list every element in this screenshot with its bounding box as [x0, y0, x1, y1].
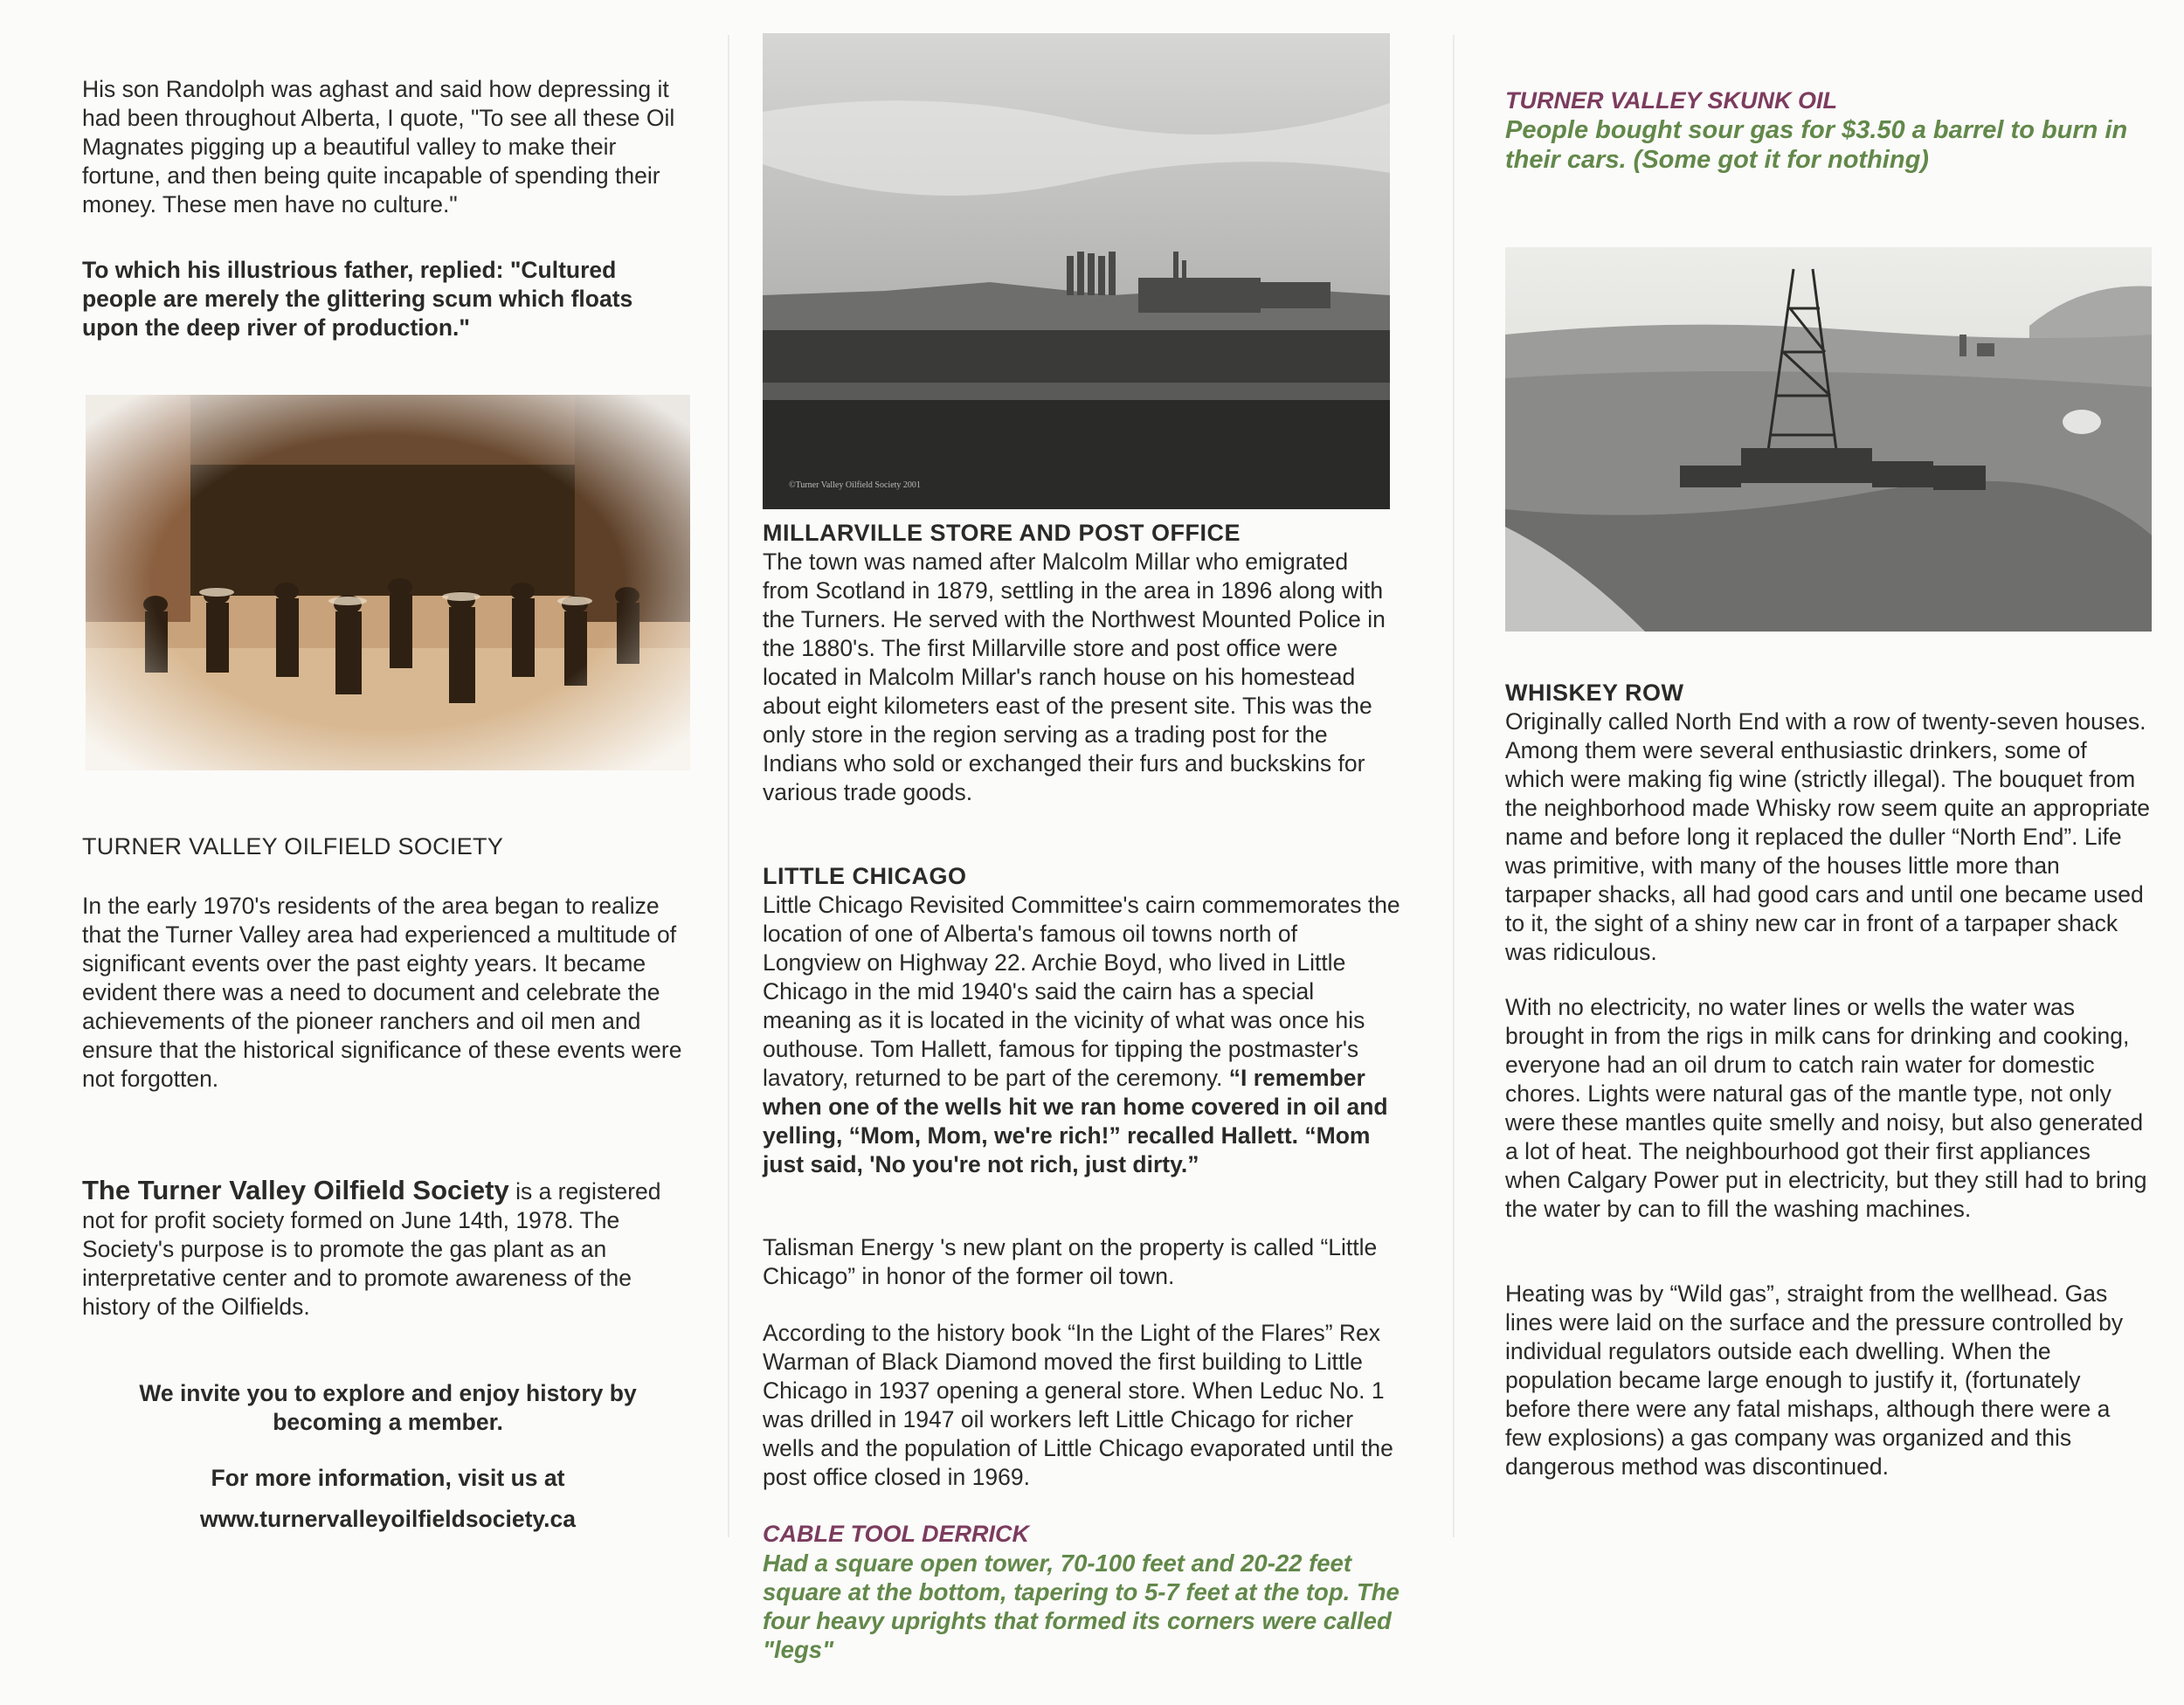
history-text: According to the history book “In the Light of the Flares” Rex Warman of Black Diamond moved the first building to Little Chicago in 1937 opening a general store. When Leduc No. 1 was drilled in 1947 oil workers left Little Chicago for richer wells and the population of Little Chicago evaporated until the post office closed in 1969.: [763, 1320, 1393, 1490]
quote-reply: To which his illustrious father, replied: "Cultured people are merely the glittering scum which floats upon the deep river of production.": [82, 257, 633, 341]
society-text: In the early 1970's residents of the area began to realize that the Turner Valley area had experienced a multitude of significant events over the past eighty years. It became evident there was a need to document and celebrate the achievements of the pioneer ranchers and oil men and ensure that the historical significance of these events were not forgotten.: [82, 893, 682, 1092]
society-desc: is a registered not for profit society formed on June 14th, 1978. The Society's purpose is to promote the gas plant as an interpretative center and to promote awareness of the history of the Oilfields.: [82, 1178, 661, 1320]
invite-text: We invite you to explore and enjoy history by becoming a member.: [139, 1380, 637, 1435]
fold-line-left: [728, 35, 729, 1537]
society-name: The Turner Valley Oilfield Society: [82, 1175, 509, 1205]
talisman-text: Talisman Energy 's new plant on the property is called “Little Chicago” in honor of the former oil town.: [763, 1234, 1378, 1289]
sepia-crowd-photo: [86, 395, 690, 770]
society-description: [82, 1176, 694, 1322]
skunk-heading: TURNER VALLEY SKUNK OIL: [1505, 87, 1838, 114]
derrick-photo: [1505, 247, 2152, 632]
chicago-heading: LITTLE CHICAGO: [763, 863, 967, 889]
millarville-plant-photo: [763, 33, 1390, 509]
whiskey-text-1: Originally called North End with a row of twenty-seven houses. Among them were several enthusiastic drinkers, some of which were making fig wine (strictly illegal). The bouquet from the neighborhood made Whisky row seem quite an appropriate name and before long it replaced the duller “North End”. Life was primitive, with many of the houses little more than tarpaper shacks, all had good cars and until one became used to it, the sight of a shiny new car in front of a tarpaper shack was ridiculous.: [1505, 708, 2151, 965]
quote-intro: His son Randolph was aghast and said how depressing it had been throughout Alberta, I quote, "To see all these Oil Magnates pigging up a beautiful valley to make their fortune, and then being quite incapable of spending their money. These men have no culture.": [82, 76, 675, 217]
whiskey-text-2: With no electricity, no water lines or wells the water was brought in from the rigs in milk cans for drinking and cooking, everyone had an oil drum to catch rain water for domestic chores. Lights were natural gas of the mantle type, not only were these mantles quite smelly and noisy, but also generated a lot of heat. The neighbourhood got their first appliances when Calgary Power put in electricity, but they still had to bring the water by can to fill the washing machines.: [1505, 994, 2147, 1222]
skunk-text: People bought sour gas for $3.50 a barrel to burn in their cars. (Some got it for nothing): [1505, 116, 2128, 174]
fold-line-right: [1453, 35, 1455, 1537]
millarville-text: The town was named after Malcolm Millar who emigrated from Scotland in 1879, settling in the area in 1896 along with the Turners. He served with the Northwest Mounted Police in the 1880's. The first Millarville store and post office were located in Malcolm Millar's ranch house on his homestead about eight kilometers east of the present site. This was the only store in the region serving as a trading post for the Indians who sold or exchanged their furs and buckskins for various trade goods.: [763, 549, 1386, 805]
whiskey-text-3: Heating was by “Wild gas”, straight from the wellhead. Gas lines were laid on the surface and the pressure controlled by individual regulators outside each dwelling. When the population became large enough to justify it, (fortunately before there were any fatal mishaps, although there were a few explosions) a gas company was organized and this dangerous method was discontinued.: [1505, 1280, 2124, 1480]
whiskey-heading: WHISKEY ROW: [1505, 680, 1684, 706]
cable-heading: CABLE TOOL DERRICK: [763, 1521, 1030, 1547]
more-info-text: For more information, visit us at: [211, 1465, 565, 1491]
chicago-body: Little Chicago Revisited Committee's cairn commemorates the location of one of Alberta's famous oil towns north of Longview on Highway 22. Archie Boyd, who lived in Little Chicago in the mid 1940's said the cairn has a special meaning as it is located in the vicinity of what was once his outhouse. Tom Hallett, famous for tipping the postmaster's lavatory, returned to be part of the ceremony.: [763, 892, 1400, 1091]
millarville-heading: MILLARVILLE STORE AND POST OFFICE: [763, 520, 1241, 546]
chicago-text: [763, 891, 1400, 1179]
society-heading: TURNER VALLEY OILFIELD SOCIETY: [82, 833, 504, 859]
chicago-quote: “I remember when one of the wells hit we ran home covered in oil and yelling, “Mom, Mom, we're rich!” recalled Hallett. “Mom just said, 'No you're not rich, just dirty.”: [763, 1065, 1388, 1177]
cable-text: Had a square open tower, 70-100 feet and 20-22 feet square at the bottom, tapering to 5-7 feet at the top. The four heavy uprights that formed its corners were called "legs": [763, 1550, 1400, 1663]
website-link[interactable]: www.turnervalleyoilfieldsociety.ca: [199, 1506, 577, 1532]
photo-caption: ©Turner Valley Oilfield Society 2001: [789, 480, 921, 490]
